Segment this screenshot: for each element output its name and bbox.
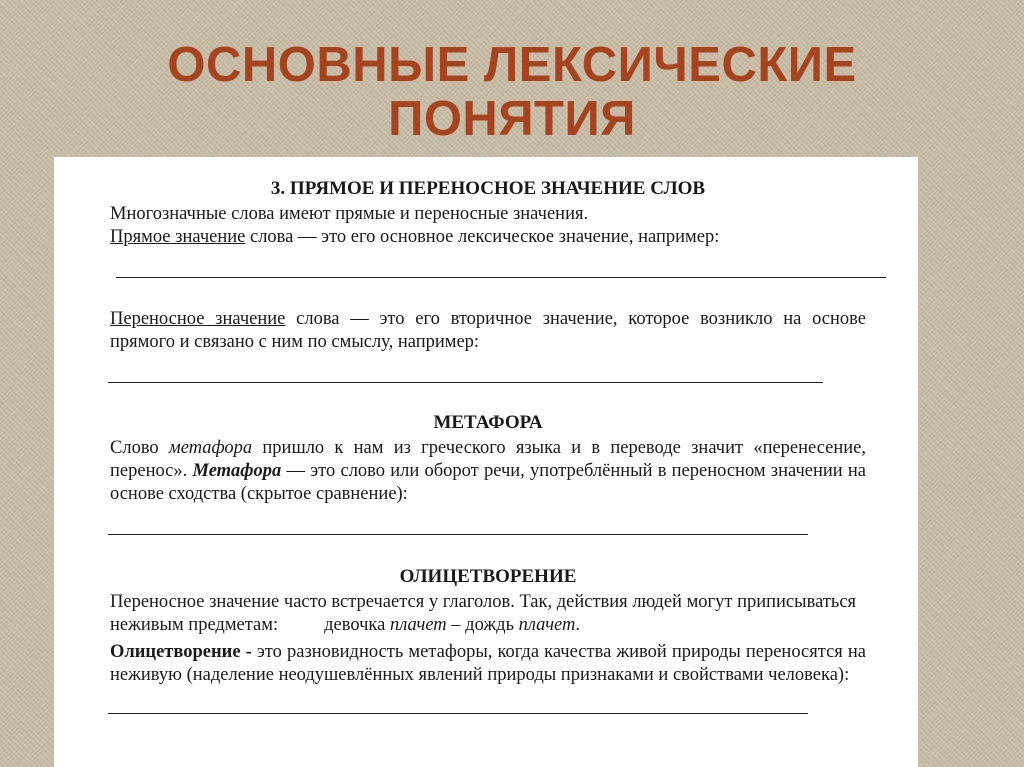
section-heading-direct-figurative: 3. ПРЯМОЕ И ПЕРЕНОСНОЕ ЗНАЧЕНИЕ СЛОВ (270, 178, 706, 199)
example-end: . (575, 615, 580, 635)
example-separator: – дождь (446, 615, 519, 635)
slide-title-line-2: ПОНЯТИЯ (388, 92, 636, 146)
slide-title-line-1: ОСНОВНЫЕ ЛЕКСИЧЕСКИЕ (167, 38, 857, 92)
personification-text-1: Переносное значение часто встречается у глаголов. Так, действия людей могут приписываться неживым предметам: (110, 592, 857, 635)
slide-title (0, 38, 1024, 146)
example-verb-2: плачет (518, 615, 576, 635)
metaphor-text-c: — это слово или оборот речи, употреблённый в переносном значении на основе сходства (скрытое сравнение): (110, 461, 866, 504)
answer-blank-line-2[interactable] (108, 382, 823, 383)
metaphor-term-bold: Метафора (192, 461, 282, 481)
section-heading-personification: ОЛИЦЕТВОРЕНИЕ (399, 566, 577, 587)
figurative-meaning-text: слова — это его вторичное значение, которое возникло на основе прямого и связано с ним по смыслу, например: (110, 309, 867, 352)
answer-blank-line-3[interactable] (108, 534, 808, 535)
figurative-meaning-term: Переносное значение (110, 309, 286, 329)
personification-term: Олицетворение - (110, 642, 252, 662)
personification-definition: это разновидность метафоры, когда качества живой природы переносятся на неживую (наделение неодушевлённых явлений природы признаками и свойствами человека): (110, 642, 866, 685)
intro-paragraph: Многозначные слова имеют прямые и переносные значения. (110, 204, 589, 224)
document-page (54, 157, 918, 767)
answer-blank-line-4[interactable] (108, 713, 808, 714)
metaphor-paragraph (110, 437, 866, 506)
example-verb-1: плачет (389, 615, 447, 635)
metaphor-text-b: пришло к нам из греческого языка и в переводе значит «перенесение, перенос». (110, 438, 866, 481)
personification-paragraph-2 (110, 641, 866, 687)
metaphor-text-a: Слово (110, 438, 169, 458)
personification-paragraph-1 (110, 591, 866, 637)
answer-blank-line-1[interactable] (116, 277, 886, 278)
section-heading-metaphor: МЕТАФОРА (433, 412, 543, 433)
metaphor-term-italic: метафора (168, 438, 253, 458)
direct-meaning-term: Прямое значение (110, 227, 246, 247)
example-girl: девочка (324, 615, 390, 635)
direct-meaning-paragraph (110, 226, 866, 249)
direct-meaning-text: слова — это его основное лексическое значение, например: (245, 227, 720, 247)
figurative-meaning-paragraph (110, 308, 866, 354)
